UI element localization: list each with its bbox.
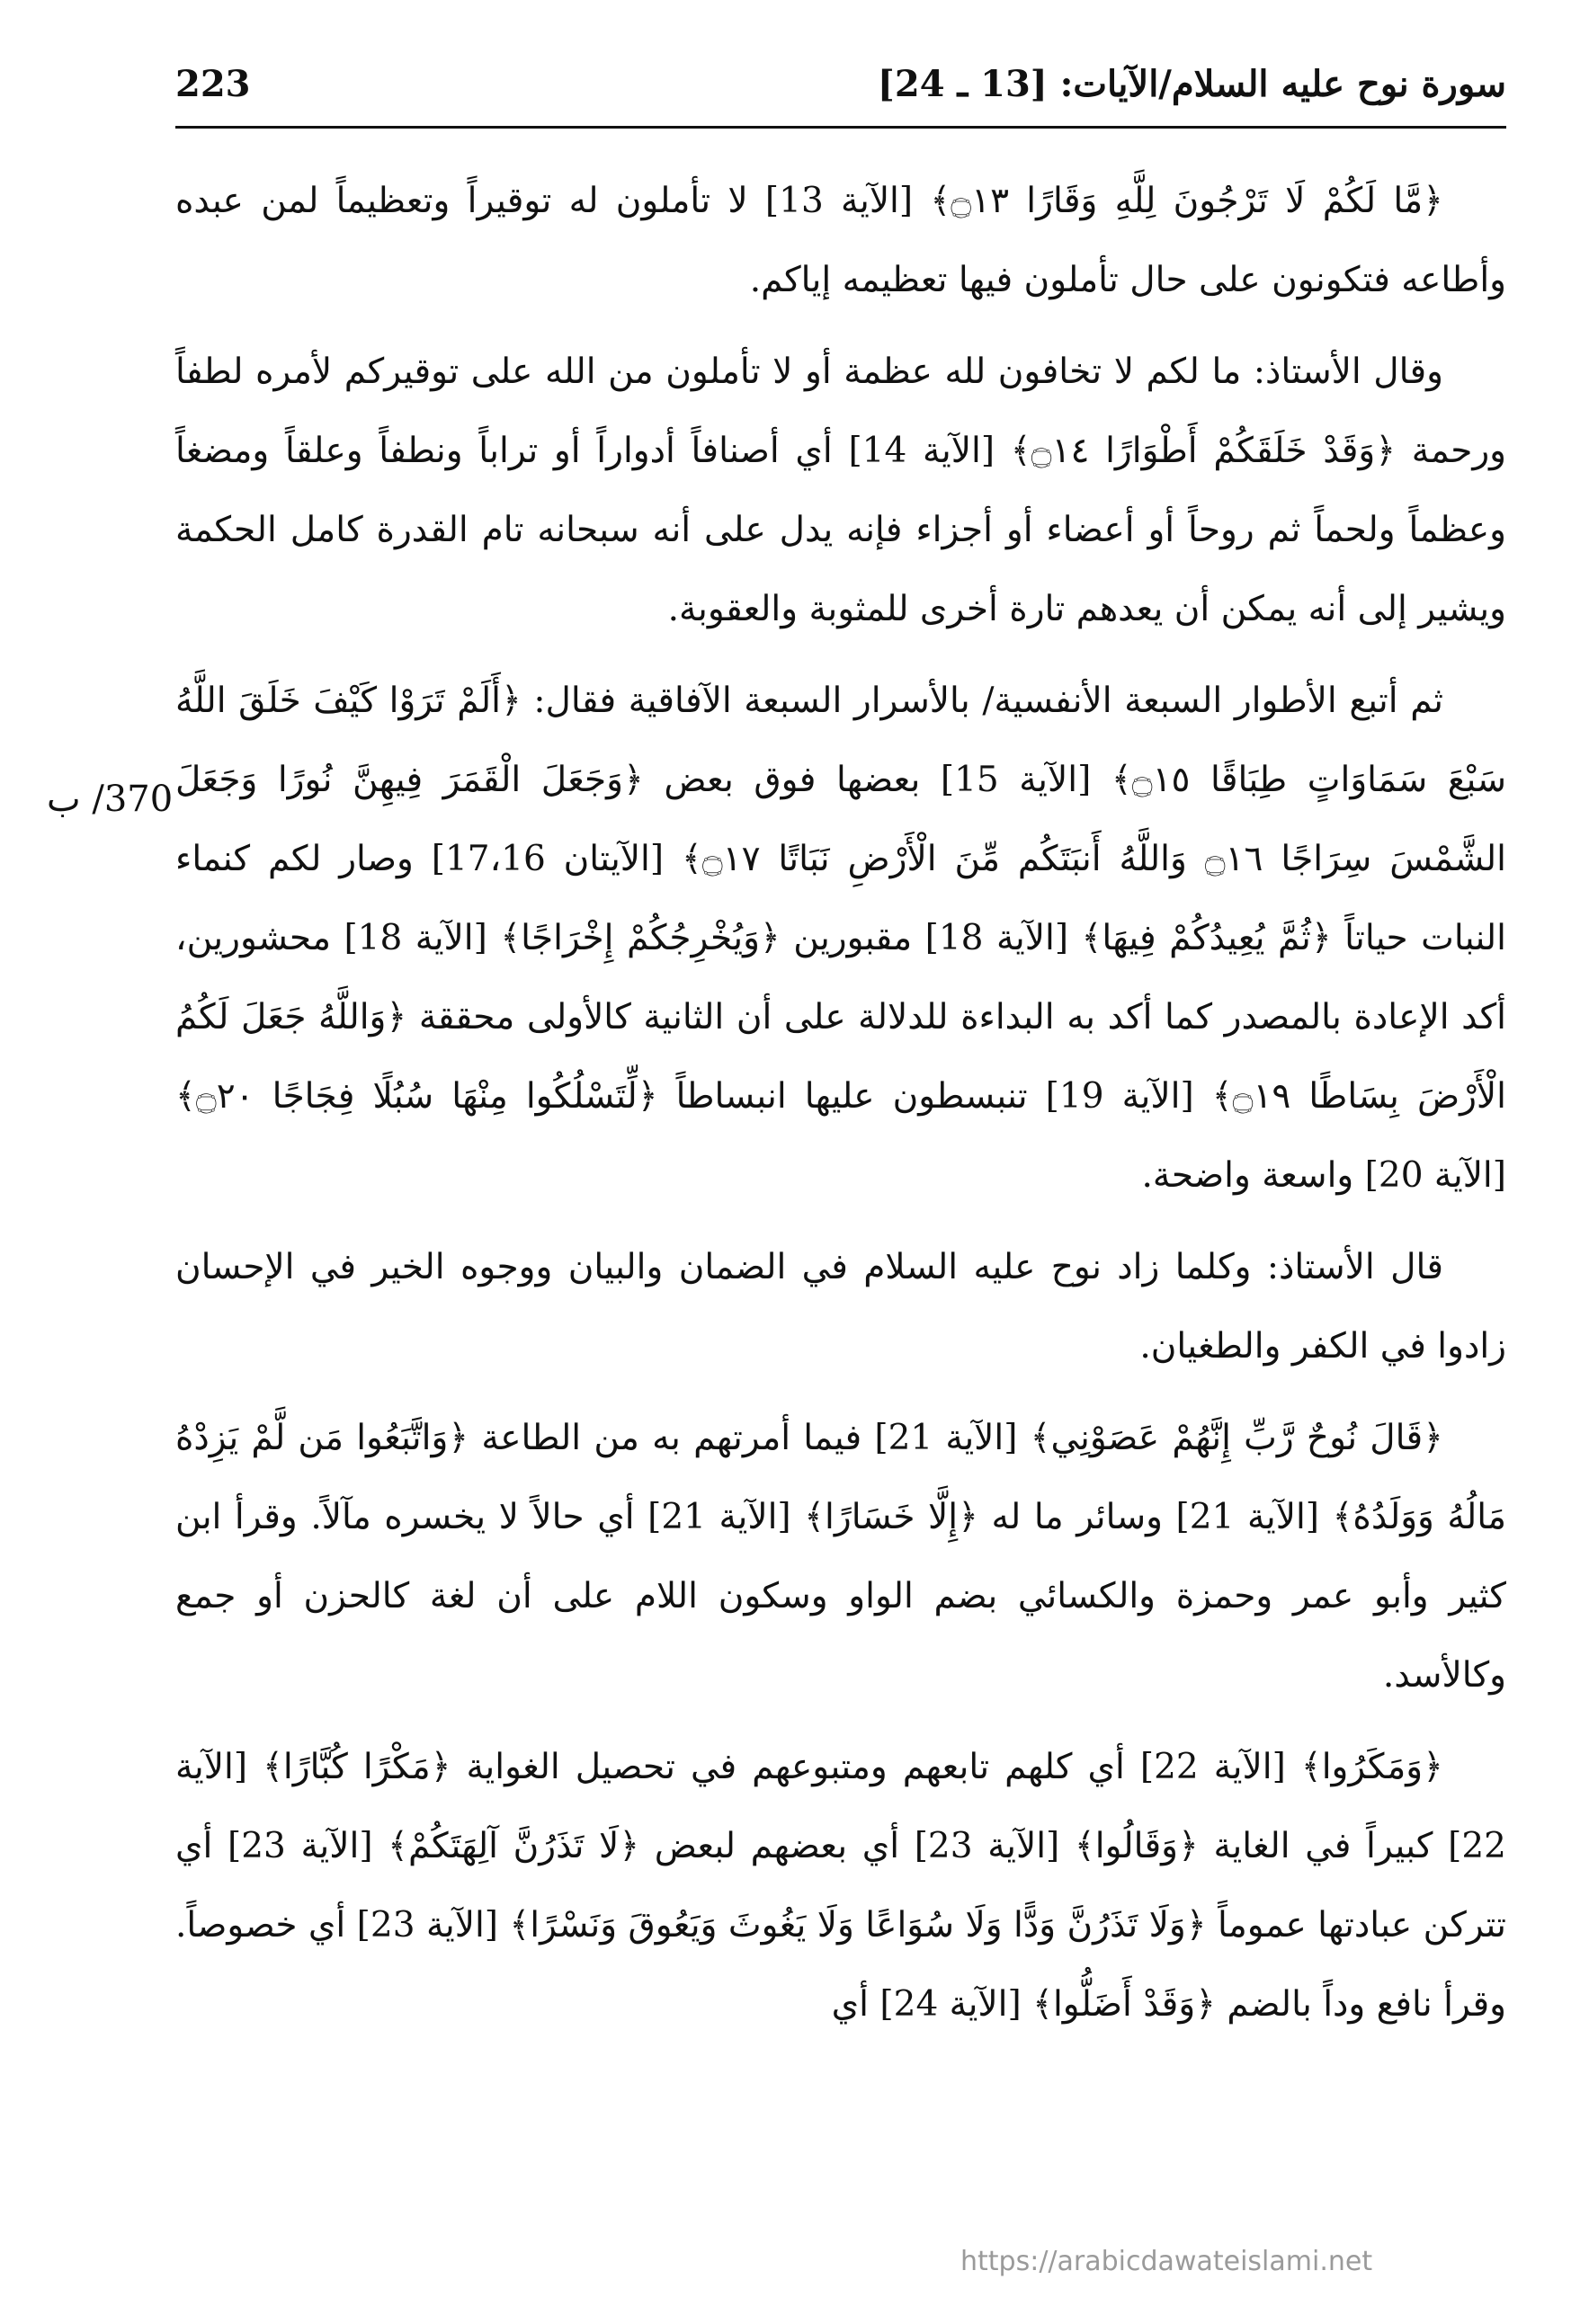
watermark-url: https://arabicdawateislami.net (960, 2246, 1373, 2277)
paragraph: ﴿مَّا لَكُمْ لَا تَرْجُونَ لِلَّهِ وَقَارًا ۝١٣﴾ [الآية 13] لا تأملون له توقيراً وتعظيماً لمن عبده وأطاعه فتكونون على حال تأملون فيها تعظيمه إياكم. (175, 181, 1506, 300)
page-header (175, 63, 1506, 126)
body-text (175, 162, 1506, 2057)
header-rule (175, 126, 1506, 129)
chapter-title: سورة نوح عليه السلام/الآيات: [13 ـ 24] (877, 63, 1506, 105)
margin-note: 370/ ب (47, 779, 174, 820)
paragraph: ثم أتبع الأطوار السبعة الأنفسية/ بالأسرار السبعة الآفاقية فقال: ﴿أَلَمْ تَرَوْا كَيْفَ خَلَقَ اللَّهُ سَبْعَ سَمَاوَاتٍ طِبَاقًا ۝١٥﴾ [الآية 15] بعضها فوق بعض ﴿وَجَعَلَ الْقَمَرَ فِيهِنَّ نُورًا وَجَعَلَ الشَّمْسَ سِرَاجًا ۝١٦ وَاللَّهُ أَنبَتَكُم مِّنَ الْأَرْضِ نَبَاتًا ۝١٧﴾ [الآيتان 17،16] وصار لكم كنماء النبات حياتاً ﴿ثُمَّ يُعِيدُكُمْ فِيهَا﴾ [الآية 18] مقبورين ﴿وَيُخْرِجُكُمْ إِخْرَاجًا﴾ [الآية 18] محشورين، أكد الإعادة بالمصدر كما أكد به البداءة للدلالة على أن الثانية كالأولى محققة ﴿وَاللَّهُ جَعَلَ لَكُمُ الْأَرْضَ بِسَاطًا ۝١٩﴾ [الآية 19] تنبسطون عليها انبساطاً ﴿لِّتَسْلُكُوا مِنْهَا سُبُلًا فِجَاجًا ۝٢٠﴾ [الآية 20] واسعة واضحة. (175, 681, 1507, 1196)
paragraph: قال الأستاذ: وكلما زاد نوح عليه السلام في الضمان والبيان ووجوه الخير في الإحسان زادوا في الكفر والطغيان. (175, 1247, 1506, 1367)
page-number: 223 (175, 63, 251, 105)
paragraph: وقال الأستاذ: ما لكم لا تخافون لله عظمة أو لا تأملون من الله على توقيركم لأمره لطفاً ورحمة ﴿وَقَدْ خَلَقَكُمْ أَطْوَارًا ۝١٤﴾ [الآية 14] أي أصنافاً أدواراً أو تراباً ونطفاً وعلقاً ومضغاً وعظماً ولحماً ثم روحاً أو أعضاء أو أجزاء فإنه يدل على أنه سبحانه تام القدرة كامل الحكمة ويشير إلى أنه يمكن أن يعدهم تارة أخرى للمثوبة والعقوبة. (175, 352, 1507, 629)
paragraph: ﴿قَالَ نُوحٌ رَّبِّ إِنَّهُمْ عَصَوْنِي﴾ [الآية 21] فيما أمرتهم به من الطاعة ﴿وَاتَّبَعُوا مَن لَّمْ يَزِدْهُ مَالُهُ وَوَلَدُهُ﴾ [الآية 21] وسائر ما له ﴿إِلَّا خَسَارًا﴾ [الآية 21] أي حالاً لا يخسره مآلاً. وقرأ ابن كثير وأبو عمر وحمزة والكسائي بضم الواو وسكون اللام على أن لغة كالحزن أو جمع وكالأسد. (175, 1418, 1506, 1696)
paragraph: ﴿وَمَكَرُوا﴾ [الآية 22] أي كلهم تابعهم ومتبوعهم في تحصيل الغواية ﴿مَكْرًا كُبَّارًا﴾ [الآية 22] كبيراً في الغاية ﴿وَقَالُوا﴾ [الآية 23] أي بعضهم لبعض ﴿لَا تَذَرُنَّ آلِهَتَكُمْ﴾ [الآية 23] أي تتركن عبادتها عموماً ﴿وَلَا تَذَرُنَّ وَدًّا وَلَا سُوَاعًا وَلَا يَغُوثَ وَيَعُوقَ وَنَسْرًا﴾ [الآية 23] أي خصوصاً. وقرأ نافع وداً بالضم ﴿وَقَدْ أَضَلُّوا﴾ [الآية 24] أي (175, 1747, 1506, 2025)
